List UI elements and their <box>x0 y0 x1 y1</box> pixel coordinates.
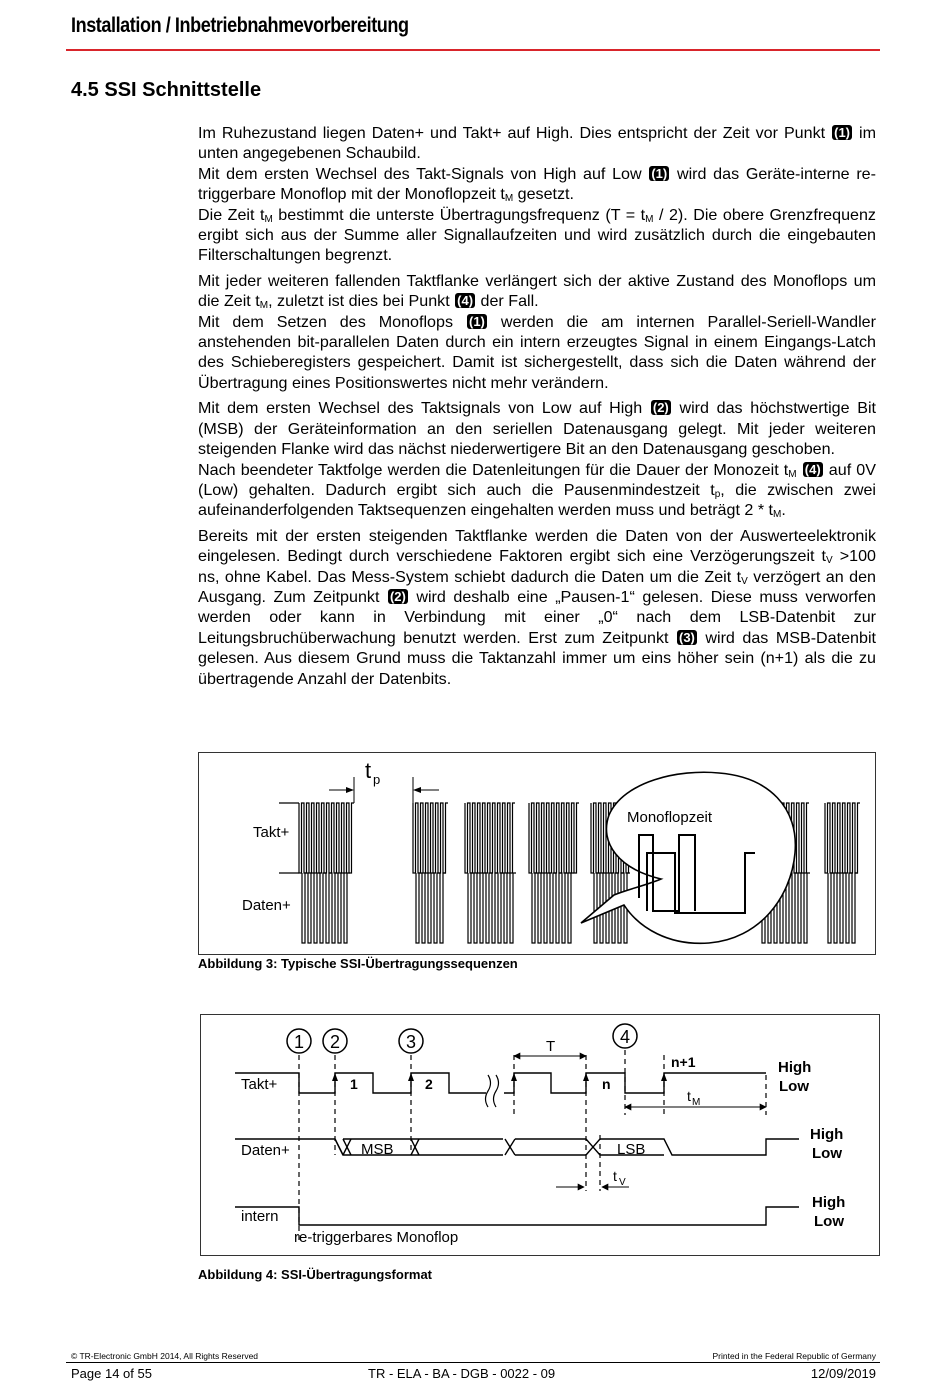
break-mark-2 <box>494 1075 499 1107</box>
bit-1-label: 1 <box>350 1076 358 1092</box>
text-span: bestimmt die unterste Übertragungsfrequenz (T = t <box>272 205 646 224</box>
header-rule <box>66 49 880 51</box>
low-label-1: Low <box>779 1078 809 1095</box>
paragraph-4 <box>198 526 876 689</box>
text-span: . <box>781 501 786 520</box>
text-span: Mit dem ersten Wechsel des Taktsignals von Low auf High <box>198 399 650 418</box>
text-span: / 2). Die obere Grenzfrequenz ergibt sich aus der Summe aller Signallaufzeiten und wird zusätzlich durch die eingebauten Filterschaltungen begrenzt. <box>198 205 876 265</box>
marker-badge: (2) <box>652 400 669 416</box>
text-span: auf 0V (Low) gehalten. Dadurch ergibt sich auch die Pausenmindestzeit t <box>198 460 876 499</box>
break-mark-1 <box>486 1075 491 1107</box>
text-span: Im Ruhezustand liegen Daten+ und Takt+ auf High. Dies entspricht der Zeit vor Punkt <box>198 124 832 142</box>
text-span: Bereits mit der ersten steigenden Taktflanke werden die Daten von der Auswerteelektronik eingelesen. Bedingt durch verschiedene Faktoren ergibt sich eine Verzögerungszeit t <box>198 526 876 566</box>
daten-label: Daten+ <box>241 1142 290 1159</box>
paragraph-2 <box>198 271 876 393</box>
daten-burst-1 <box>302 873 350 943</box>
marker-4-label: 4 <box>619 1027 631 1047</box>
low-label-3: Low <box>814 1213 844 1230</box>
takt-burst-7 <box>825 803 860 873</box>
text-span: Mit dem Setzen des Monoflops <box>198 312 466 331</box>
marker-badge: (2) <box>389 588 406 604</box>
figure-4-ssi-format <box>200 1014 880 1256</box>
subscript: M <box>773 509 782 521</box>
subscript: V <box>741 575 748 587</box>
paragraph-1 <box>198 123 876 266</box>
marker-1-label: 1 <box>293 1032 305 1052</box>
callout-label: Monoflopzeit <box>627 809 713 826</box>
text-span: wird das höchstwertige Bit (MSB) der Geräteinformation an den seriellen Datenausgang gelegt. Mit jeder weiteren steigenden Flanke wird das nächst niederwertigere Bit an den Datenausgang geschoben. <box>198 399 876 459</box>
takt-label: Takt+ <box>241 1076 278 1093</box>
marker-badge: (1) <box>834 125 851 140</box>
text-span: Die Zeit t <box>198 205 265 224</box>
footer-document-number: TR - ELA - BA - DGB - 0022 - 09 <box>368 1366 556 1381</box>
text-span: werden die am internen Parallel-Seriell-Wandler anstehenden bit-parallelen Daten durch ein intern erzeugtes Signal in einem Eingangs-Latch des Schieberegisters gespeichert. Damit ist sichergestellt, dass sich die Daten während der Übertragung eines Positionswertes nicht mehr verändern. <box>198 312 876 392</box>
tV-label-sub: V <box>619 1177 626 1188</box>
takt-burst-2 <box>413 803 448 873</box>
marker-badge: (1) <box>468 313 485 329</box>
intern-label: intern <box>241 1208 279 1225</box>
marker-badge: (3) <box>678 629 695 645</box>
marker-badge: (4) <box>457 293 474 309</box>
text-span: , die zwischen zwei aufeinanderfolgenden Taktsequenzen eingehalten werden muss und beträgt 2 * t <box>198 480 876 520</box>
text-span: wird deshalb eine „Pausen-1“ gelesen. Diese muss verworfen werden oder kann in Verbindung mit einer „0“ nach dem LSB-Datenbit zur Leitungsbruchüberwachung benutzt werden. Erst zum Zeitpunkt <box>198 587 876 647</box>
tp-label-sub: p <box>373 772 381 787</box>
figure-3-caption: Abbildung 3: Typische SSI-Übertragungssequenzen <box>198 956 518 971</box>
subscript: p <box>714 488 721 500</box>
takt-burst-1 <box>299 803 354 873</box>
paragraph-3 <box>198 398 876 520</box>
daten-label: Daten+ <box>242 897 291 914</box>
text-span: wird das MSB-Datenbit gelesen. Aus diesem Grund muss die Taktanzahl immer um eins höher sein (n+1) als die zu übertragende Anzahl der Datenbits. <box>198 628 876 688</box>
footer-page-number: Page 14 of 55 <box>71 1366 152 1381</box>
body-text <box>198 123 876 694</box>
figure-3-ssi-sequences <box>198 752 876 955</box>
text-span: im unten angegebenen Schaubild. <box>198 124 877 163</box>
subscript: M <box>504 193 514 205</box>
bit-n-label: n <box>602 1076 611 1092</box>
high-label-2: High <box>810 1126 844 1143</box>
tV-label: t <box>613 1168 617 1184</box>
text-span: verzögert an den Ausgang. Zum Zeitpunkt <box>198 567 876 606</box>
daten-burst-4 <box>532 873 574 943</box>
tp-label: t <box>365 758 372 783</box>
text-span: wird das Geräte-interne re-triggerbare Monoflop mit der Monoflopzeit t <box>198 164 876 204</box>
monoflop-label: re-triggerbares Monoflop <box>294 1229 459 1246</box>
subscript: M <box>645 213 654 225</box>
text-span: Mit dem ersten Wechsel des Takt-Signals von High auf Low <box>198 164 649 183</box>
subscript: M <box>264 213 273 225</box>
daten-burst-7 <box>828 873 858 943</box>
rise-arrow-4 <box>583 1073 589 1081</box>
footer-date: 12/09/2019 <box>810 1366 876 1381</box>
figure-4-caption: Abbildung 4: SSI-Übertragungsformat <box>198 1267 432 1282</box>
marker-badge: (1) <box>651 165 668 181</box>
marker-3-label: 3 <box>405 1032 417 1052</box>
high-label-1: High <box>778 1059 812 1076</box>
rise-arrow-1 <box>332 1073 338 1081</box>
subscript: M <box>259 300 269 312</box>
takt-burst-4 <box>529 803 579 873</box>
marker-2-label: 2 <box>329 1032 341 1052</box>
T-label: T <box>546 1038 556 1055</box>
low-label-2: Low <box>812 1145 842 1162</box>
lsb-label: LSB <box>617 1141 646 1158</box>
intern-waveform <box>235 1207 799 1225</box>
text-span: , zuletzt ist dies bei Punkt <box>268 292 455 311</box>
msb-label: MSB <box>361 1141 394 1158</box>
bit-2-label: 2 <box>425 1076 433 1092</box>
rise-arrow-3 <box>511 1073 517 1081</box>
section-heading: 4.5 SSI Schnittstelle <box>71 79 262 101</box>
daten-burst-3 <box>468 873 516 943</box>
text-span: Nach beendeter Taktfolge werden die Datenleitungen für die Dauer der Monozeit t <box>198 460 789 479</box>
footer-copyright: © TR-Electronic GmbH 2014, All Rights Reserved <box>71 1351 259 1361</box>
text-span: gesetzt. <box>513 185 575 204</box>
daten-burst-2 <box>416 873 446 943</box>
rise-arrow-2 <box>408 1073 414 1081</box>
figure-4-diagram <box>201 1015 879 1255</box>
tM-label: t <box>687 1088 691 1104</box>
text-span: Mit jeder weiteren fallenden Taktflanke verlängert sich der aktive Zustand des Monoflops um die Zeit t <box>198 271 876 311</box>
tM-label-sub: M <box>692 1097 701 1108</box>
marker-badge: (4) <box>804 461 821 477</box>
bit-n1-label: n+1 <box>671 1054 696 1070</box>
figure-3-diagram <box>199 753 875 954</box>
rise-arrow-5 <box>661 1073 667 1081</box>
high-label-3: High <box>812 1194 846 1211</box>
tp-arrowhead-right <box>413 787 421 793</box>
header-title: Installation / Inbetriebnahmevorbereitung <box>71 14 409 37</box>
subscript: M <box>788 468 797 480</box>
footer-printed: Printed in the Federal Republic of Germany <box>712 1351 876 1361</box>
takt-burst-3 <box>465 803 515 873</box>
takt-label: Takt+ <box>253 824 290 841</box>
text-span: >100 ns, ohne Kabel. Das Mess-System schiebt dadurch die Daten um die Zeit t <box>198 547 876 586</box>
tp-arrowhead-left <box>346 787 354 793</box>
daten-cross-a <box>335 1139 343 1155</box>
text-span: der Fall. <box>476 292 539 311</box>
takt-waveform-part2 <box>504 1073 766 1093</box>
footer-rule <box>66 1362 880 1363</box>
subscript: V <box>826 555 833 567</box>
